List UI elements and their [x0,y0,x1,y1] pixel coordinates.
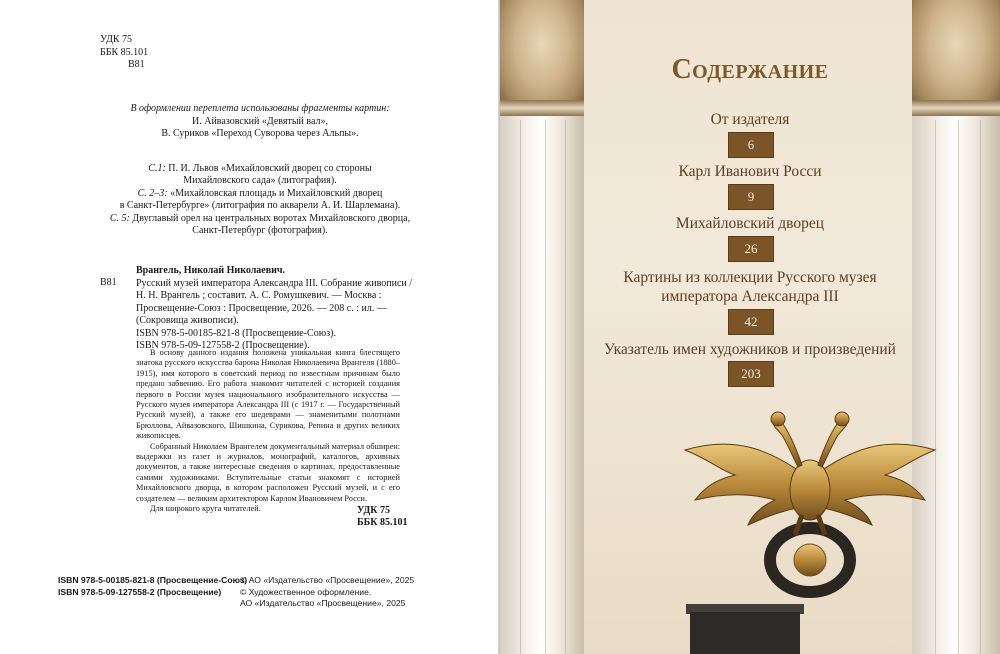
bbk-code-right: ББК 85.101 [357,517,408,528]
isbn-block [58,575,247,598]
column-flute [565,120,566,654]
toc-page-badge: 203 [728,361,774,387]
credit-cover-2: В. Суриков «Переход Суворова через Альпы». [161,128,359,139]
record-desc-1: Русский музей императора Александра III. Собрание живописи / [136,277,413,289]
toc-page-badge: 9 [728,184,774,210]
credit-c23-label: С. 2–3: [137,187,168,199]
credits-intro: В оформлении переплета использованы фрагменты картин: [130,103,390,114]
copyright-2: © Художественное оформление. [240,586,372,597]
credit-c1-text-b: Михайловского сада» (литография). [183,175,337,186]
credit-c1-label: С.1: [148,162,166,174]
column-flute [958,120,959,654]
classification-codes-right [357,505,407,529]
toc-item-label: Михайловский дворец [675,215,825,232]
annotation-p3: Для широкого круга читателей. [150,504,261,514]
annotation [136,348,400,515]
credit-c23-text-a: «Михайловская площадь и Михайловский дворец [167,187,383,199]
column-flute [980,120,981,654]
copyright-3: АО «Издательство «Просвещение», 2025 [240,598,406,608]
udk-code-right: УДК 75 [357,505,390,516]
pedestal [690,612,800,654]
column-flute [545,120,546,654]
bbk-code: ББК 85.101 [100,46,149,58]
column-capital-right [912,0,1000,110]
copyright-block [240,575,414,610]
record-desc-3: Просвещение-Союз : Просвещение, 2026. — 208 с. : ил. — [136,302,387,314]
record-isbn-2: ISBN 978-5-09-127558-2 (Просвещение). [136,340,310,351]
toc-item-label: Карл Иванович Росси [678,163,822,180]
toc-page-badge: 42 [728,309,774,335]
toc-page-badge: 26 [728,236,774,262]
double-headed-eagle-icon [680,395,940,605]
column-capital-left [500,0,584,110]
toc-item-label-line2: императора Александра III [661,288,839,305]
isbn-1: ISBN 978-5-00185-821-8 (Просвещение-Союз) [58,575,248,585]
toc-page-badge: 6 [728,132,774,158]
credit-c5-text-a: Двуглавый орел на центральных воротах Михайловского дворца, [129,212,411,224]
copyright-1: © АО «Издательство «Просвещение», 2025 [240,575,415,585]
annotation-p2: Собранный Николаем Врангелем документальный материал обширен: выдержки из газет и журналов, монографий, каталогов, архивных документов, а также интересные сведения о картинах, предоставленные самими художниками. Вступительные статьи знакомят с историей Михайловского дворца, в котором расположен Русский музей, и с его создателем — великим архитектором Карлом Ивановичем Росси. [136,441,400,503]
column-flute [520,120,521,654]
udk-code: УДК 75 [100,34,133,45]
image-credits [100,103,420,238]
record-author: Врангель, Николай Николаевич. [136,265,286,276]
credit-c1-text-a: П. И. Львов «Михайловский дворец со стороны [165,162,372,174]
credit-c5-label: С. 5: [109,212,130,224]
record-marker: В81 [100,277,117,288]
record-isbn-1: ISBN 978-5-00185-821-8 (Просвещение-Союз). [136,327,336,339]
bibliographic-record [100,265,420,353]
record-body [136,278,420,353]
record-desc-2: Н. Н. Врангель ; составит. А. С. Ромушкевич. — Москва : [136,290,382,301]
credit-c5-text-b: Санкт-Петербург (фотография). [192,225,328,236]
toc-item-label: Картины из коллекции Русского музея [623,269,877,286]
toc-item-label: Указатель имен художников и произведений [604,341,896,358]
annotation-p1: В основу данного издания положена уникальная книга блестящего знатока русского искусства барона Николая Николаевича Врангеля (1880–1915), имя которого в советский период по известным причинам было предано забвению. Его работа знакомит читателей с историей создания первого в России музея национального изобразительного искусства — Русского музея императора Александра III (с 1917 г. — Государственный Русский музей), а также его шедеврами — знаменитыми полотнами Брюллова, Айвазовского, Шишкина, Сурикова, Репина и других великих живописцев. [136,348,400,441]
record-desc-4: (Сокровища живописи). [136,315,239,326]
toc-item-label: От издателя [710,111,790,128]
classification-codes [100,34,148,72]
isbn-2: ISBN 978-5-09-127558-2 (Просвещение) [58,586,222,597]
credit-cover-1: И. Айвазовский «Девятый вал», [192,115,328,127]
toc-title: Содержание [671,54,829,85]
credit-c23-text-b: в Санкт-Петербурге» (литография по акварели А. И. Шарлемана). [119,200,401,211]
author-sign: В81 [128,59,145,70]
